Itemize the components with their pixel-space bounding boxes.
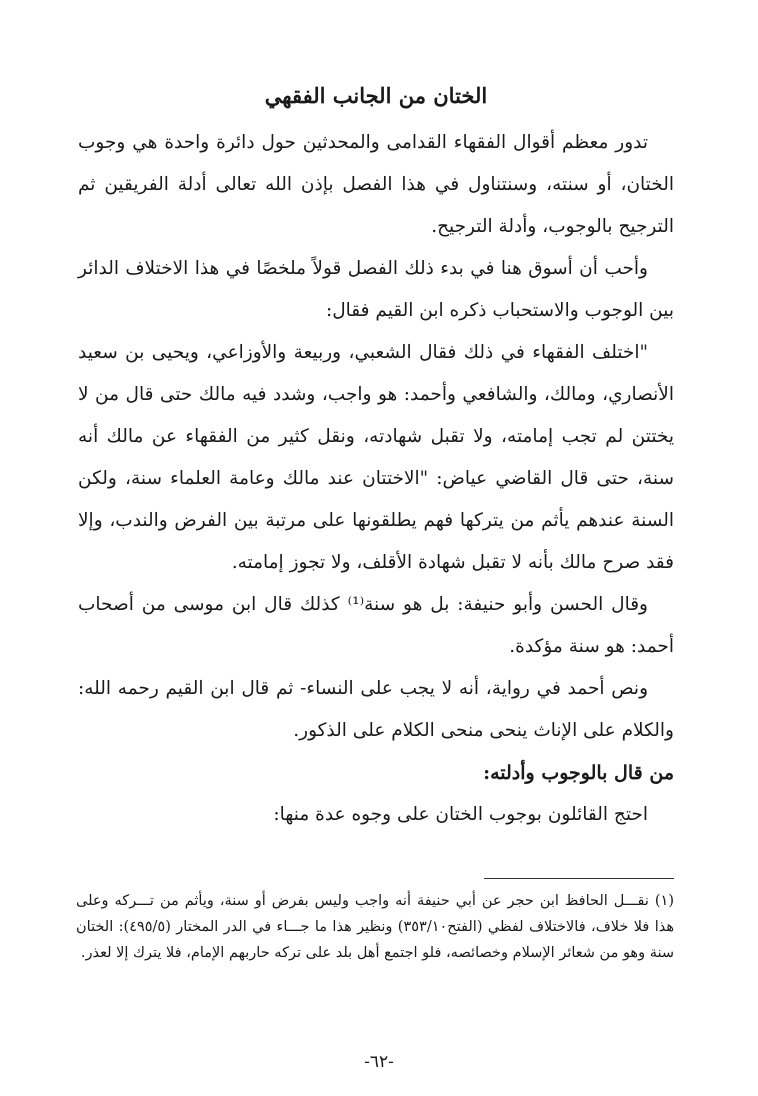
- paragraph-hanafi: وقال الحسن وأبو حنيفة: بل هو سنة⁽¹⁾ كذلك قال ابن موسى من أصحاب أحمد: هو سنة مؤكدة.: [78, 594, 674, 657]
- page-title: الختان من الجانب الفقهي: [264, 83, 488, 108]
- footnote-divider: [484, 878, 674, 879]
- footnote: (١) نقـــل الحافظ ابن حجر عن أبي حنيفة أنه واجب وليس بفرض أو سنة، ويأثم من تـــركه وعلى هذا فلا خلاف، فالاختلاف لفظي (الفتح٣٥٣/١٠) ونظير هذا ما جـــاء في الدر المختار (٤٩٥/٥): الختان سنة وهو من شعائر الإسلام وخصائصه، فلو اجتمع أهل بلد على تركه حاربهم الإمام، فلا يترك إلا لعذر.: [76, 893, 674, 961]
- paragraph-closing: احتج القائلون بوجوب الختان على وجوه عدة منها:: [273, 804, 648, 825]
- page-number: -٦٢-: [364, 1052, 394, 1072]
- paragraph-quote: "اختلف الفقهاء في ذلك فقال الشعبي، وربيعة والأوزاعي، ويحيى بن سعيد الأنصاري، ومالك، والشافعي وأحمد: هو واجب، وشدد فيه مالك حتى قال من لا يختتن لم تجب إمامته، ولا تقبل شهادته، ونقل كثير من الفقهاء عن مالك أنه سنة، حتى قال القاضي عياض: "الاختتان عند مالك وعامة العلماء سنة، ولكن السنة عندهم يأثم من يتركها فهم يطلقونها على مرتبة بين الفرض والندب، وإلا فقد صرح مالك بأنه لا تقبل شهادة الأقلف، ولا تجوز إمامته.: [78, 342, 674, 573]
- paragraph-ahmad: ونص أحمد في رواية، أنه لا يجب على النساء- ثم قال ابن القيم رحمه الله: والكلام على الإناث ينحى منحى الكلام على الذكور.: [78, 678, 674, 741]
- page-body: [78, 70, 674, 836]
- paragraph-intro: تدور معظم أقوال الفقهاء القدامى والمحدثين حول دائرة واحدة هي وجوب الختان، أو سنته، وسنتناول في هذا الفصل بإذن الله تعالى أدلة الفريقين ثم الترجيح بالوجوب، وأدلة الترجيح.: [78, 132, 674, 237]
- section-heading: من قال بالوجوب وأدلته:: [483, 762, 674, 784]
- paragraph-preface: وأحب أن أسوق هنا في بدء ذلك الفصل قولاً ملخصًا في هذا الاختلاف الدائر بين الوجوب والاستحباب ذكره ابن القيم فقال:: [78, 258, 674, 321]
